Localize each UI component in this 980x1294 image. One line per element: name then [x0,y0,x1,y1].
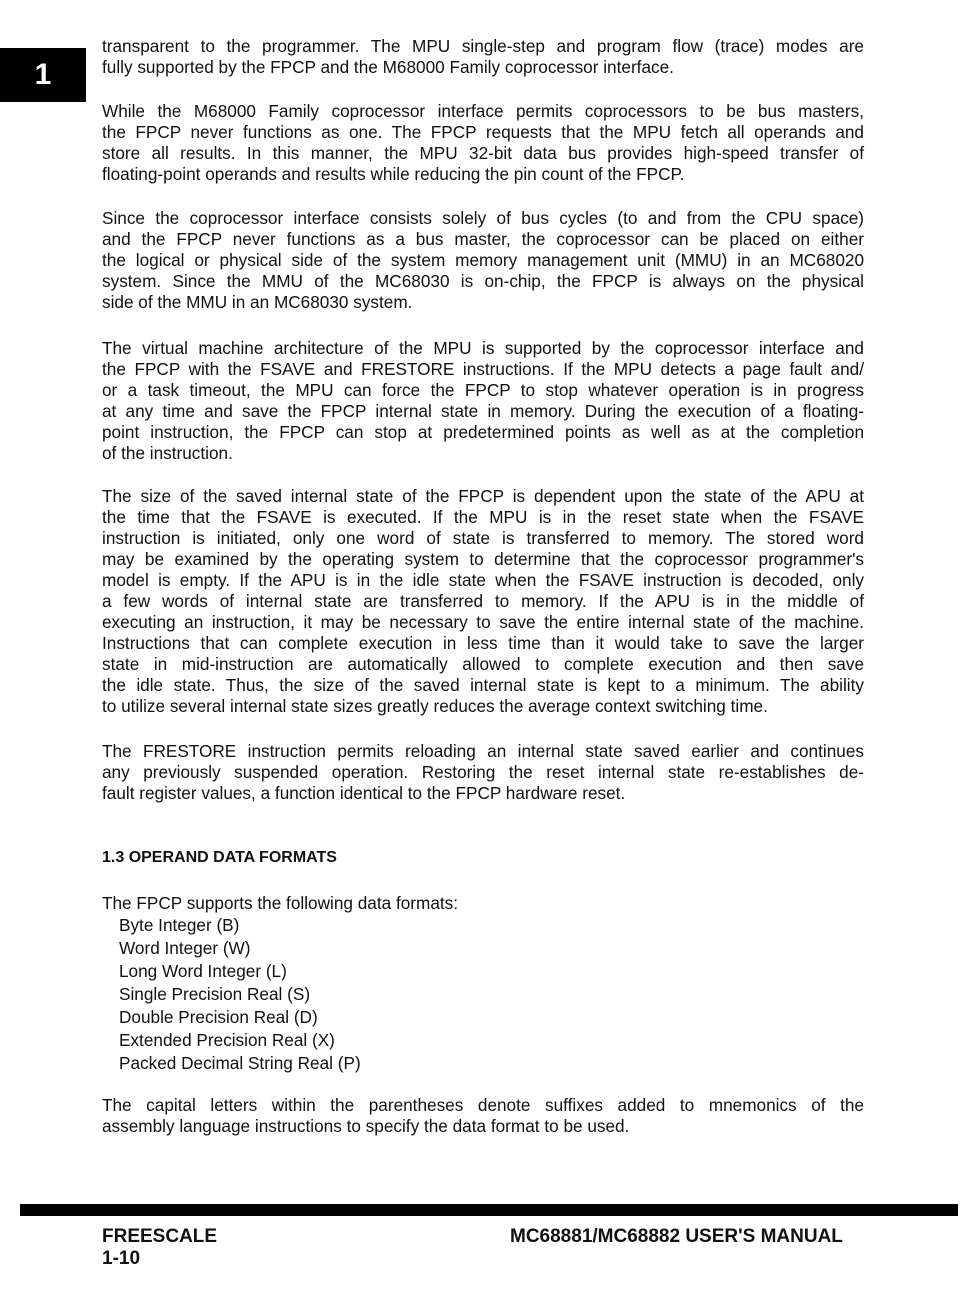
text-line: While the M68000 Family coprocessor interface permits coprocessors to be bus masters, [102,101,864,121]
text-line: fully supported by the FPCP and the M68000 Family coprocessor interface. [102,57,674,77]
footer-rule [20,1204,958,1216]
text-line: The FPCP supports the following data formats: [102,893,459,913]
text-line: of the instruction. [102,443,233,463]
list-item: Word Integer (W) [119,938,251,958]
text-line: the idle state. Thus, the size of the saved internal state is kept to a minimum. The ability [102,675,864,695]
text-line: any previously suspended operation. Restoring the reset internal state re-establishes de- [102,762,864,782]
text-line: the logical or physical side of the system memory management unit (MMU) in an MC68020 [102,250,864,270]
paragraph [102,486,864,717]
manual-title: MC68881/MC68882 USER'S MANUAL [510,1226,843,1247]
text-line: The size of the saved internal state of the FPCP is dependent upon the state of the APU at [102,486,864,506]
paragraph [102,208,864,313]
paragraph [102,1095,864,1137]
list-item: Single Precision Real (S) [119,984,311,1004]
data-format-list [119,914,361,1075]
text-line: model is empty. If the APU is in the idle state when the FSAVE instruction is decoded, only [102,570,864,590]
text-line: state in mid-instruction are automatically allowed to complete execution and then save [102,654,864,674]
text-line: assembly language instructions to specify the data format to be used. [102,1116,630,1136]
text-line: transparent to the programmer. The MPU single-step and program flow (trace) modes are [102,36,864,56]
paragraph [102,101,864,185]
text-line: point instruction, the FPCP can stop at predetermined points as well as at the completion [102,422,864,442]
text-line: Instructions that can complete execution in less time than it would take to save the larger [102,633,864,653]
paragraph [102,36,864,78]
text-line: and the FPCP never functions as a bus master, the coprocessor can be placed on either [102,229,864,249]
text-line: to utilize several internal state sizes greatly reduces the average context switching time. [102,696,768,716]
text-line: The capital letters within the parentheses denote suffixes added to mnemonics of the [102,1095,864,1115]
text-line: at any time and save the FPCP internal state in memory. During the execution of a floating- [102,401,864,421]
list-item: Packed Decimal String Real (P) [119,1053,361,1073]
text-line: system. Since the MMU of the MC68030 is on-chip, the FPCP is always on the physical [102,271,864,291]
text-line: The virtual machine architecture of the MPU is supported by the coprocessor interface and [102,338,864,358]
paragraph [102,741,864,804]
text-line: Since the coprocessor interface consists solely of bus cycles (to and from the CPU space) [102,208,864,228]
text-line: the FPCP never functions as one. The FPCP requests that the MPU fetch all operands and [102,122,864,142]
text-line: executing an instruction, it may be necessary to save the entire internal state of the machine. [102,612,864,632]
text-line: may be examined by the operating system to determine that the coprocessor programmer's [102,549,864,569]
list-item: Long Word Integer (L) [119,961,287,981]
page-number: 1-10 [102,1248,141,1269]
paragraph [102,893,864,914]
text-line: store all results. In this manner, the MPU 32-bit data bus provides high-speed transfer of [102,143,864,163]
text-line: side of the MMU in an MC68030 system. [102,292,413,312]
text-line: instruction is initiated, only one word of state is transferred to memory. The stored word [102,528,864,548]
text-line: fault register values, a function identical to the FPCP hardware reset. [102,783,626,803]
text-line: or a task timeout, the MPU can force the FPCP to stop whatever operation is in progress [102,380,864,400]
text-line: floating-point operands and results while reducing the pin count of the FPCP. [102,164,685,184]
text-line: the FPCP with the FSAVE and FRESTORE instructions. If the MPU detects a page fault and/ [102,359,864,379]
text-line: the time that the FSAVE is executed. If the MPU is in the reset state when the FSAVE [102,507,864,527]
list-item: Byte Integer (B) [119,915,240,935]
text-line: a few words of internal state are transferred to memory. If the APU is in the middle of [102,591,864,611]
paragraph [102,338,864,464]
footer-publisher: FREESCALE [102,1226,218,1247]
section-heading: 1.3 OPERAND DATA FORMATS [102,849,337,866]
chapter-tab: 1 [0,48,86,102]
list-item: Double Precision Real (D) [119,1007,318,1027]
text-line: The FRESTORE instruction permits reloading an internal state saved earlier and continues [102,741,864,761]
list-item: Extended Precision Real (X) [119,1030,335,1050]
